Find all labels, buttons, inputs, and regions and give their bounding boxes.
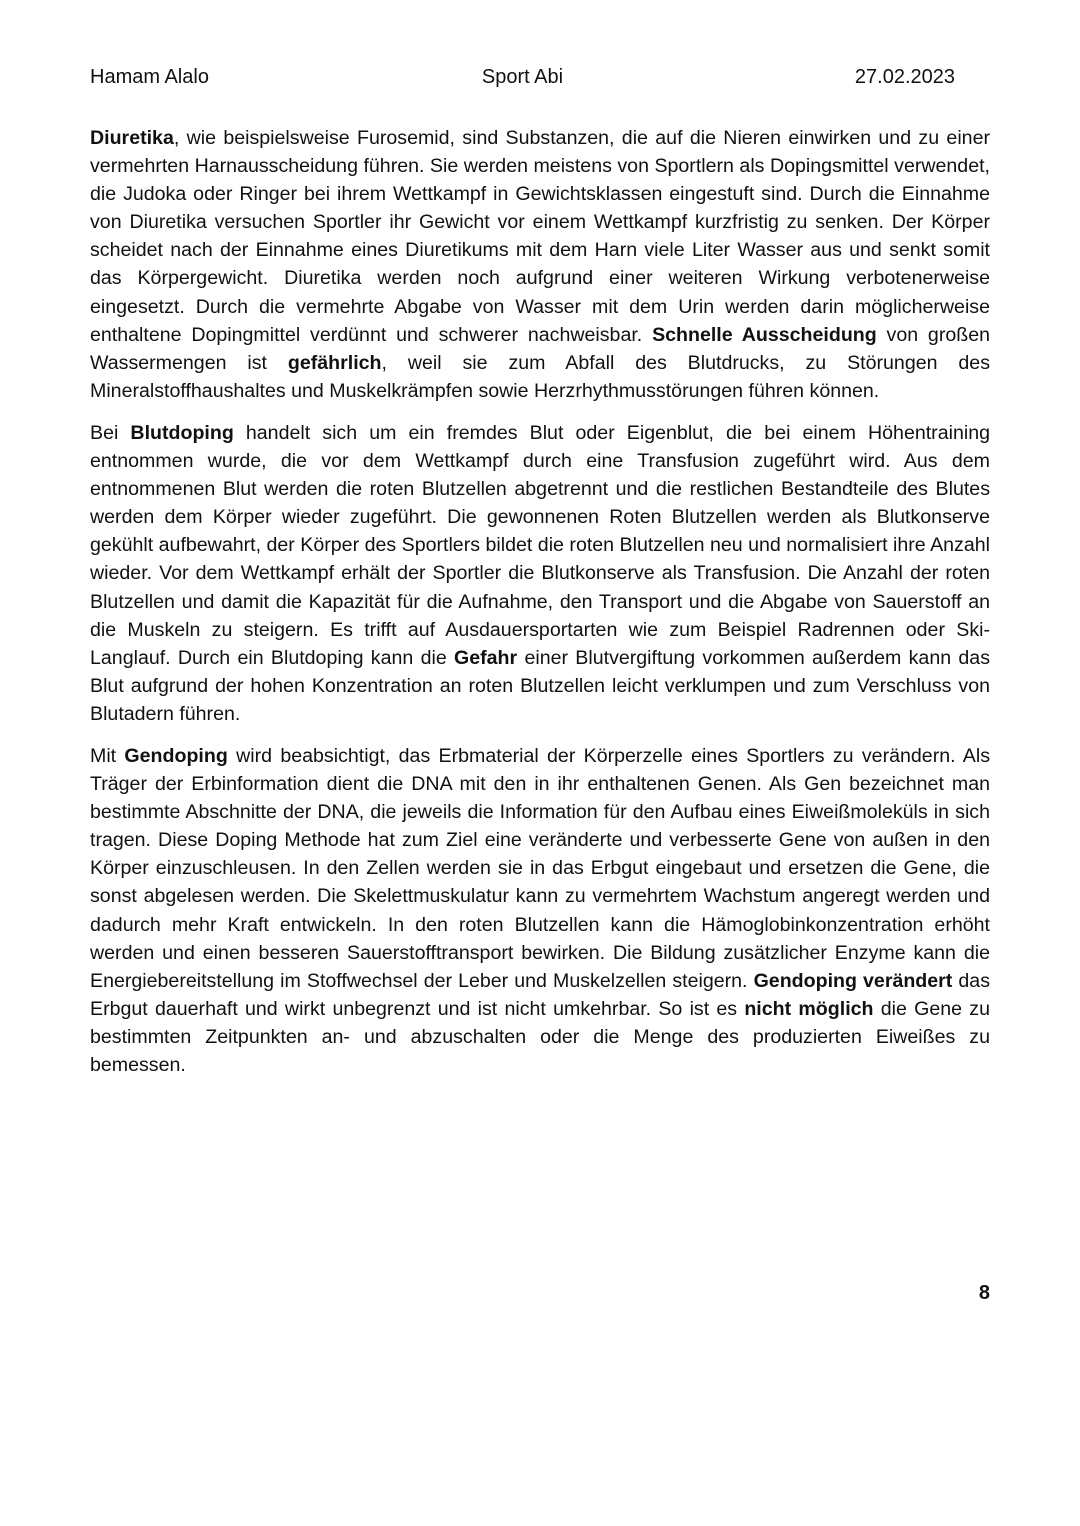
text-run: , wie beispielsweise Furosemid, sind Substanzen, die auf die Nieren einwirken und zu einer vermehrten Harnausscheidung führen. Sie werden meistens von Sportlern als Dopingsmittel verwendet, die Judoka oder Ringer bei ihrem Wettkampf in Gewichtsklassen eingestuft sind. Durch die Einnahme von Diuretika versuchen Sportler ihr Gewicht vor einem Wettkampf kurzfristig zu senken. Der Körper scheidet nach der Einnahme eines Diuretikums mit dem Harn viele Liter Wasser aus und senkt somit das Körpergewicht. Diuretika werden noch aufgrund einer weiteren Wirkung verbotenerweise eingesetzt. Durch die vermehrte Abgabe von Wasser mit dem Urin werden darin möglicherweise enthaltene Dopingmittel verdünnt und schwerer nachweisbar.: [90, 127, 990, 346]
bold-term: nicht möglich: [744, 997, 874, 1020]
header-subject: Sport Abi: [481, 66, 564, 88]
bold-term: Blutdoping: [130, 421, 234, 444]
body-text: [90, 124, 990, 1093]
paragraph-diuretika: [90, 124, 990, 405]
paragraph-gendoping: [90, 742, 990, 1079]
bold-term: Gendoping verändert: [753, 969, 953, 992]
bold-term: Gendoping: [124, 744, 228, 767]
header-author: Hamam Alalo: [90, 66, 209, 88]
text-run: Mit: [90, 744, 125, 767]
bold-term: Schnelle Ausscheidung: [652, 323, 877, 346]
text-run: wird beabsichtigt, das Erbmaterial der Körperzelle eines Sportlers zu verändern. Als Träger der Erbinformation dient die DNA mit den in ihr enthaltenen Genen. Als Gen bezeichnet man bestimmte Abschnitte der DNA, die jeweils die Information für den Aufbau eines Eiweißmoleküls in sich tragen. Diese Doping Methode hat zum Ziel eine veränderte und verbesserte Gene von außen in den Körper einzuschleusen. In den Zellen werden sie in das Erbgut eingebaut und ersetzen die Gene, die sonst abgelesen werden. Die Skelettmuskulatur kann zu vermehrtem Wachstum angeregt werden und dadurch mehr Kraft entwickeln. In den roten Blutzellen kann die Hämoglobinkonzentration erhöht werden und einen besseren Sauerstofftransport bewirken. Die Bildung zusätzlicher Enzyme kann die Energiebereitstellung im Stoffwechsel der Leber und Muskelzellen steigern.: [90, 744, 990, 992]
bold-term: gefährlich: [287, 351, 382, 374]
page-number: 8: [978, 1282, 990, 1304]
text-run: handelt sich um ein fremdes Blut oder Eigenblut, die bei einem Höhentraining entnommen wurde, die vor dem Wettkampf durch eine Transfusion zugeführt wird. Aus dem entnommenen Blut werden die roten Blutzellen abgetrennt und die restlichen Bestandteile des Blutes werden dem Körper wieder zugeführt. Die gewonnenen Roten Blutzellen werden als Blutkonserve gekühlt aufbewahrt, der Körper des Sportlers bildet die roten Blutzellen neu und normalisiert ihre Anzahl wieder. Vor dem Wettkampf erhält der Sportler die Blutkonserve als Transfusion. Die Anzahl der roten Blutzellen und damit die Kapazität für die Aufnahme, den Transport und die Abgabe von Sauerstoff an die Muskeln zu steigern. Es trifft auf Ausdauersportarten wie zum Beispiel Radrennen oder Ski-Langlauf. Durch ein Blutdoping kann die: [90, 421, 991, 669]
text-run: die Gene zu bestimmten Zeitpunkten an- und abzuschalten oder die Menge des produzierten Eiweißes zu bemessen.: [90, 997, 990, 1076]
page-header: [90, 63, 955, 91]
text-run: , weil sie zum Abfall des Blutdrucks, zu Störungen des Mineralstoffhaushaltes und Muskelkrämpfen sowie Herzrhythmusstörungen führen können.: [90, 351, 990, 402]
text-run: das Erbgut dauerhaft und wirkt unbegrenzt und ist nicht umkehrbar. So ist es: [90, 969, 990, 1020]
paragraph-blutdoping: [90, 419, 990, 728]
text-run: von großen Wassermengen ist: [90, 323, 991, 374]
header-date: 27.02.2023: [854, 66, 955, 88]
text-run: einer Blutvergiftung vorkommen außerdem kann das Blut aufgrund der hohen Konzentration an roten Blutzellen leicht verklumpen und zum Verschluss von Blutadern führen.: [90, 646, 990, 725]
bold-term: Gefahr: [454, 646, 518, 669]
bold-term: Diuretika: [90, 127, 174, 149]
text-run: Bei: [90, 421, 131, 444]
